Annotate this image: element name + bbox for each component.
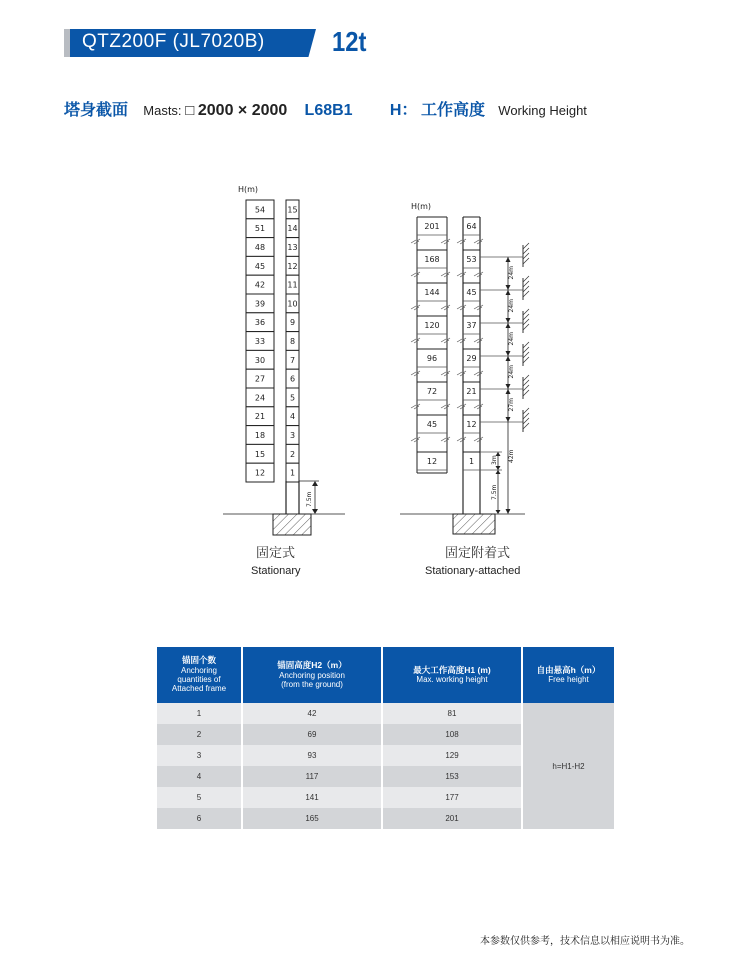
stationary-foundation: [273, 514, 311, 535]
section-number: 3: [289, 431, 296, 440]
dim-arrow-down: [506, 417, 511, 422]
spacing-dim-label: 24m: [508, 332, 515, 346]
dim-arrow-up: [506, 257, 511, 262]
wall-hatch: [523, 408, 529, 414]
height-value: 168: [424, 255, 440, 264]
dim-arrow-up: [506, 290, 511, 295]
break-mark: [411, 305, 420, 310]
anchoring-spec-table: [157, 647, 614, 829]
wall-hatch: [523, 418, 529, 424]
height-value: 15: [254, 449, 266, 459]
section-number: 12: [466, 420, 477, 429]
wall-hatch: [523, 291, 529, 297]
wall-hatch: [523, 413, 529, 419]
break-mark: [457, 272, 466, 277]
break-mark: [457, 338, 466, 343]
dim-arrow-down: [506, 318, 511, 323]
height-value: 36: [254, 318, 266, 328]
wall-hatch: [523, 309, 529, 315]
section-number: 14: [287, 224, 298, 234]
break-mark: [441, 371, 450, 376]
break-mark: [411, 371, 420, 376]
break-mark: [411, 272, 420, 277]
wall-hatch: [523, 319, 529, 325]
dim-arrow-up: [496, 470, 501, 474]
dim-arrow-down: [506, 509, 511, 514]
mast-section-cn: 塔身截面: [64, 102, 129, 119]
spacing-dim-label: 24m: [508, 266, 515, 280]
attached-caption-en: Stationary-attached: [425, 565, 521, 577]
base-dim-label: 7.5m: [491, 484, 498, 500]
height-value: 12: [254, 468, 266, 478]
header-free-height: 自由悬高h（m） Free height: [522, 647, 614, 703]
height-value: 42: [254, 280, 266, 290]
dim-arrow-up: [506, 323, 511, 328]
height-value: 18: [254, 431, 266, 440]
section-number: 21: [466, 387, 477, 396]
attached-foundation: [453, 514, 495, 534]
header-max-working-height: 最大工作高度H1 (m) Max. working height: [382, 647, 522, 703]
attached-caption-cn: 固定附着式: [445, 545, 511, 560]
break-mark: [441, 239, 450, 244]
section-number: 2: [289, 449, 296, 459]
break-mark: [457, 404, 466, 409]
break-mark: [474, 239, 483, 244]
first-anchor-dim-label: 42m: [508, 449, 515, 463]
wall-hatch: [523, 314, 529, 320]
height-value: 96: [426, 354, 438, 363]
wall-hatch: [523, 385, 529, 391]
table-row: 2 69 108: [157, 724, 614, 745]
break-mark: [474, 437, 483, 442]
mast-label-en: Masts:: [143, 103, 182, 118]
stationary-axis-label: H(m): [238, 185, 259, 194]
height-value: 51: [254, 224, 266, 234]
section-number: 9: [289, 318, 296, 328]
section-number: 15: [287, 205, 298, 215]
wall-hatch: [523, 380, 529, 386]
section-number: 29: [466, 354, 477, 363]
break-mark: [411, 338, 420, 343]
wall-hatch: [523, 276, 529, 282]
wall-hatch: [523, 258, 529, 264]
break-mark: [441, 305, 450, 310]
height-value: 45: [254, 261, 266, 271]
section-number: 4: [289, 412, 296, 422]
break-mark: [457, 371, 466, 376]
section-number: 1: [468, 457, 475, 466]
wall-hatch: [523, 423, 529, 429]
break-mark: [457, 305, 466, 310]
wall-hatch: [523, 357, 529, 363]
spacing-dim-label: 24m: [508, 365, 515, 379]
wall-hatch: [523, 286, 529, 292]
mast-spec-line: [64, 97, 587, 120]
dim-arrow-down: [496, 510, 501, 514]
section-number: 11: [287, 280, 298, 290]
wall-hatch: [523, 253, 529, 259]
break-mark: [411, 239, 420, 244]
wall-hatch: [523, 281, 529, 287]
break-mark: [457, 437, 466, 442]
break-mark: [441, 272, 450, 277]
break-mark: [441, 437, 450, 442]
section-number: 37: [466, 321, 477, 330]
table-row: 4 117 153: [157, 766, 614, 787]
height-value: 39: [254, 299, 266, 309]
height-value: 201: [424, 222, 440, 231]
break-mark: [457, 239, 466, 244]
stationary-diagram: [215, 180, 355, 540]
section-number: 53: [466, 255, 477, 264]
section-number: 13: [287, 243, 298, 252]
table-row: 3 93 129: [157, 745, 614, 766]
spacing-dim-label: 24m: [508, 299, 515, 313]
wall-hatch: [523, 342, 529, 348]
dim-arrow-down: [506, 384, 511, 389]
section-number: 12: [287, 261, 298, 271]
working-height-cn: 工作高度: [421, 102, 486, 119]
height-value: 48: [254, 243, 266, 252]
title-bar-accent: [64, 29, 70, 57]
section-number: 45: [466, 288, 477, 297]
square-section-icon: □: [185, 102, 195, 119]
height-value: 12: [426, 457, 438, 466]
dim-arrow-up: [506, 389, 511, 394]
table-row: 6 165 201: [157, 808, 614, 829]
table-row: 5 141 177: [157, 787, 614, 808]
break-mark: [411, 404, 420, 409]
break-mark: [441, 404, 450, 409]
dim-arrow-up: [506, 356, 511, 361]
dim-arrow-down: [496, 466, 501, 470]
section-number: 64: [466, 222, 477, 231]
free-height-formula: h=H1-H2: [522, 703, 614, 829]
table-row: 1 42 81 h=H1-H2: [157, 703, 614, 724]
wall-hatch: [523, 352, 529, 358]
dim-arrow-down: [506, 351, 511, 356]
height-value: 72: [426, 387, 438, 396]
section-number: 1: [289, 468, 296, 478]
height-value: 33: [254, 337, 266, 346]
break-mark: [474, 305, 483, 310]
break-mark: [441, 338, 450, 343]
wall-hatch: [523, 390, 529, 396]
spacing-dim-label: 27m: [508, 398, 515, 412]
height-value: 54: [254, 205, 266, 215]
tonnage-label: 12t: [332, 26, 367, 57]
h-label: H：: [389, 102, 418, 119]
model-title: QTZ200F (JL7020B): [82, 31, 265, 52]
height-value: 45: [426, 420, 438, 429]
dim-arrow-up: [312, 481, 318, 486]
dim-arrow-down: [312, 509, 318, 514]
break-mark: [474, 338, 483, 343]
attached-diagram: [395, 195, 555, 540]
stationary-caption-cn: 固定式: [256, 545, 296, 560]
attached-axis-label: H(m): [411, 202, 432, 211]
stationary-caption-en: Stationary: [251, 565, 301, 577]
break-mark: [474, 371, 483, 376]
section-number: 10: [287, 299, 298, 309]
wall-hatch: [523, 324, 529, 330]
header-anchor-position: 锚固高度H2（m） Anchoring position (from the ground): [242, 647, 382, 703]
wall-hatch: [523, 243, 529, 249]
height-value: 120: [424, 321, 440, 330]
wall-hatch: [523, 248, 529, 254]
section-number: 8: [289, 337, 296, 346]
break-mark: [411, 437, 420, 442]
mast-code: L68B1: [304, 102, 353, 119]
disclaimer-note: 本参数仅供参考，技术信息以相应说明书为准。: [480, 936, 690, 947]
working-height-en: Working Height: [498, 103, 587, 118]
break-mark: [474, 272, 483, 277]
small-dim-label: 3m: [491, 455, 498, 465]
height-value: 21: [254, 412, 266, 422]
header-anchor-qty: 锚固个数 Anchoring quantities of Attached frame: [157, 647, 242, 703]
mast-size: 2000 × 2000: [197, 102, 288, 119]
height-value: 24: [254, 393, 266, 403]
break-mark: [474, 404, 483, 409]
height-value: 27: [254, 374, 266, 384]
section-number: 5: [289, 393, 296, 403]
height-value: 30: [254, 355, 266, 365]
wall-hatch: [523, 347, 529, 353]
wall-hatch: [523, 375, 529, 381]
height-value: 144: [424, 288, 440, 297]
section-number: 7: [289, 355, 296, 365]
stationary-base-dim: 7.5m: [306, 491, 313, 507]
dim-arrow-down: [506, 285, 511, 290]
section-number: 6: [289, 374, 296, 384]
